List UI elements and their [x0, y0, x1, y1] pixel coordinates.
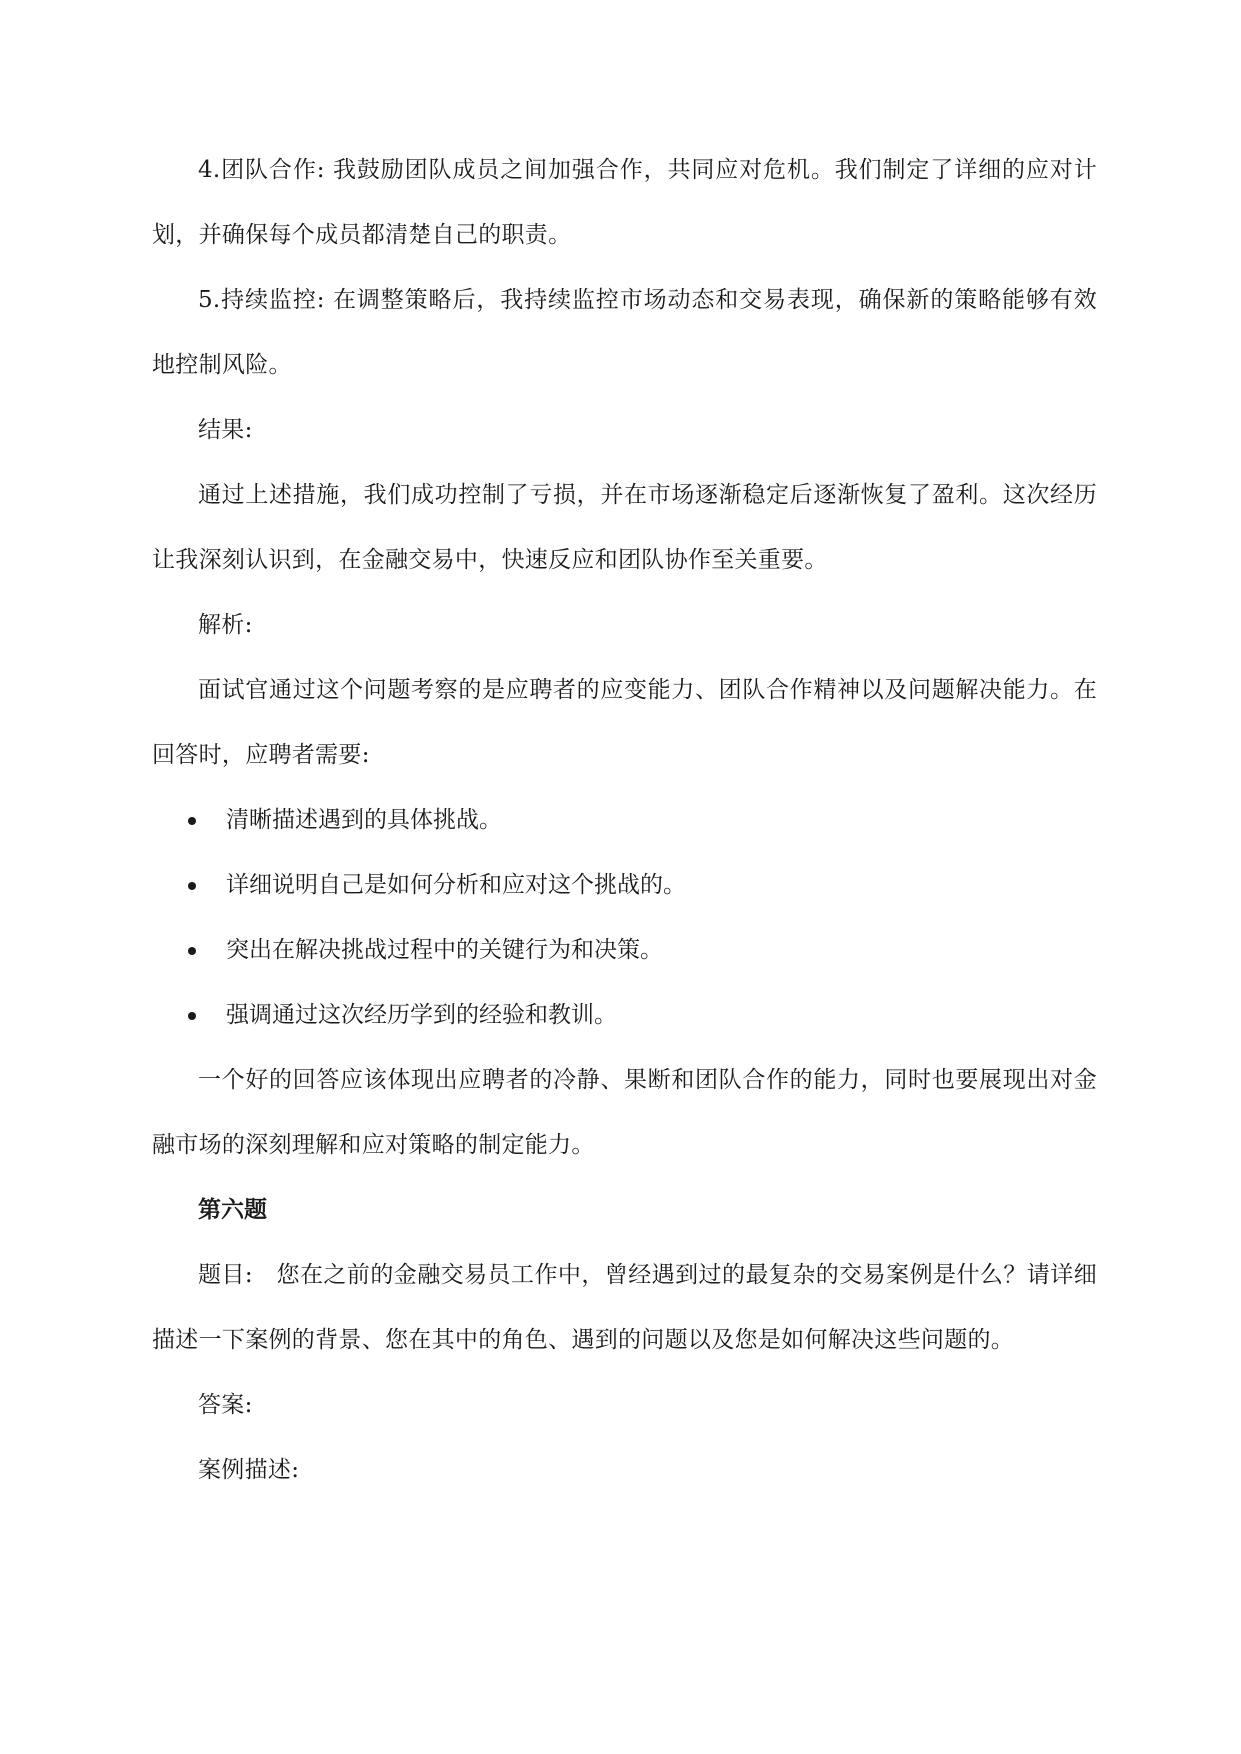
list-item-text: 突出在解决挑战过程中的关键行为和决策。	[226, 937, 663, 963]
analysis-label: 解析:	[198, 612, 253, 638]
paragraph-continuous-monitoring: 5.持续监控: 在调整策略后，我持续监控市场动态和交易表现，确保新的策略能够有效地控制风险。	[152, 287, 1097, 378]
requirements-list	[152, 788, 1097, 1048]
bullet-icon	[188, 1012, 196, 1020]
paragraph-result: 通过上述措施，我们成功控制了亏损，并在市场逐渐稳定后逐渐恢复了盈利。这次经历让我深刻认识到，在金融交易中，快速反应和团队协作至关重要。	[152, 482, 1097, 573]
section-heading: 第六题	[198, 1197, 267, 1223]
list-item	[152, 853, 1097, 918]
list-item	[152, 788, 1097, 853]
list-item-text: 清晰描述遇到的具体挑战。	[226, 807, 502, 833]
document-body	[152, 138, 1097, 1503]
paragraph-question: 题目: 您在之前的金融交易员工作中，曾经遇到过的最复杂的交易案例是什么？请详细描述一下案例的背景、您在其中的角色、遇到的问题以及您是如何解决这些问题的。	[152, 1262, 1097, 1353]
case-description-label: 案例描述:	[198, 1457, 300, 1483]
list-item	[152, 918, 1097, 983]
bullet-icon	[188, 882, 196, 890]
paragraph-team-cooperation: 4.团队合作: 我鼓励团队成员之间加强合作，共同应对危机。我们制定了详细的应对计划，并确保每个成员都清楚自己的职责。	[152, 157, 1097, 248]
bullet-icon	[188, 947, 196, 955]
list-item-text: 详细说明自己是如何分析和应对这个挑战的。	[226, 872, 686, 898]
bullet-icon	[188, 817, 196, 825]
answer-label: 答案:	[198, 1392, 253, 1418]
result-label: 结果:	[198, 417, 253, 443]
list-item-text: 强调通过这次经历学到的经验和教训。	[226, 1002, 617, 1028]
paragraph-analysis: 面试官通过这个问题考察的是应聘者的应变能力、团队合作精神以及问题解决能力。在回答时，应聘者需要:	[152, 677, 1097, 768]
paragraph-summary: 一个好的回答应该体现出应聘者的冷静、果断和团队合作的能力，同时也要展现出对金融市场的深刻理解和应对策略的制定能力。	[152, 1067, 1097, 1158]
list-item	[152, 983, 1097, 1048]
